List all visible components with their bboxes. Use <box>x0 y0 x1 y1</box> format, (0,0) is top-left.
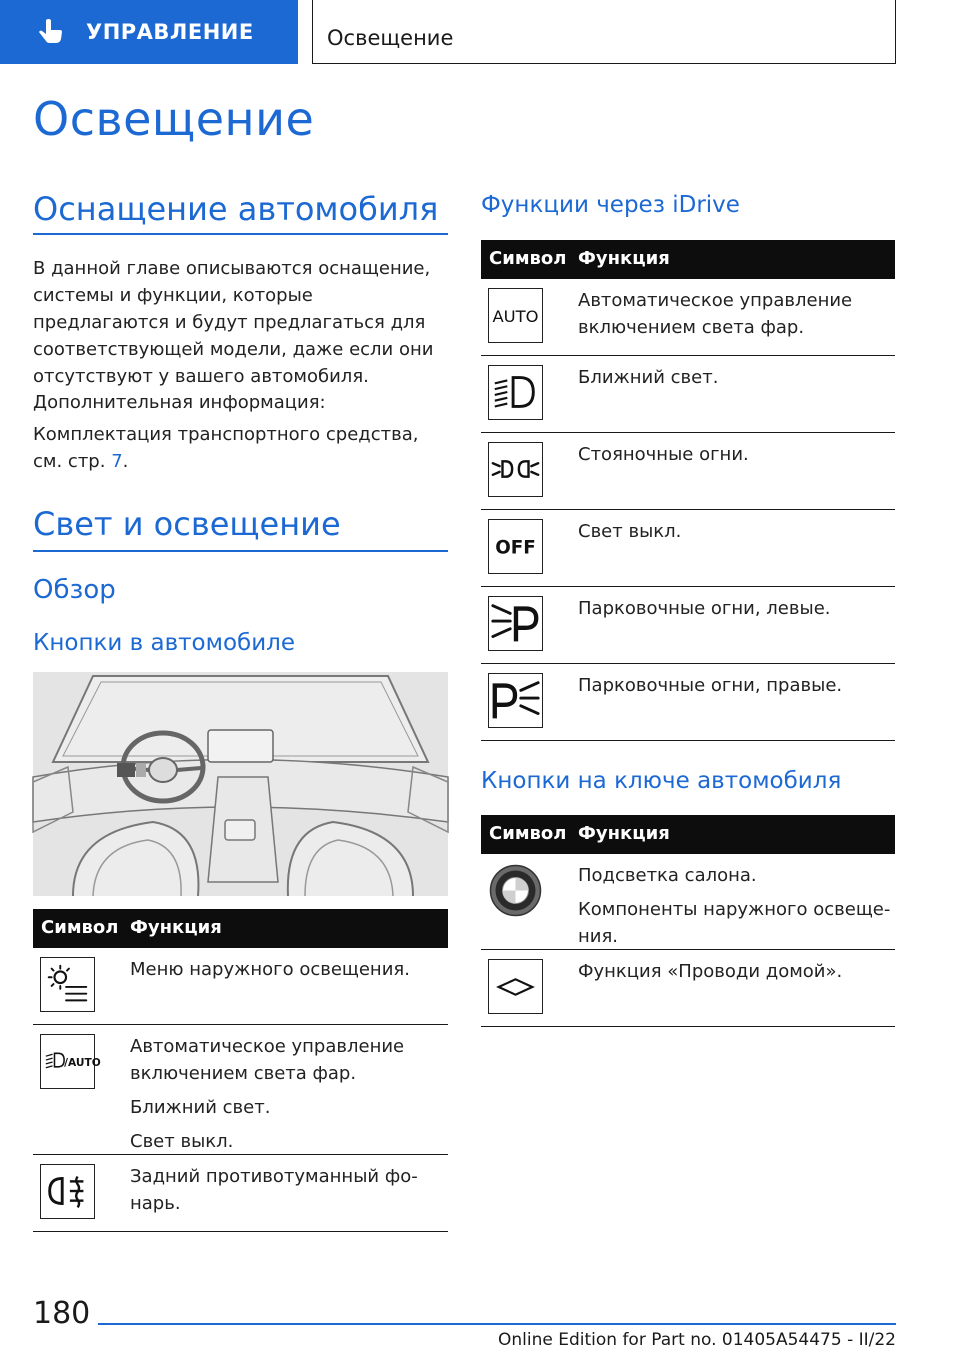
key-buttons-table <box>481 815 895 1027</box>
lowbeam-auto-icon <box>40 1034 101 1089</box>
car-buttons-table <box>33 909 448 1232</box>
edition-text: Online Edition for Part no. 01405A54475 - II/22 <box>497 1330 896 1350</box>
heading-light: Свет и освещение <box>33 505 341 543</box>
svg-text:/AUTO: /AUTO <box>64 1056 101 1069</box>
section-tab[interactable] <box>0 0 298 64</box>
ref-text: Комплектация транспортного средства, см. стр. <box>33 424 419 472</box>
footer-line <box>98 1323 896 1325</box>
function-text: Парковочные огни, правые. <box>578 675 843 696</box>
page-number: 180 <box>33 1296 91 1331</box>
follow-me-home-button-icon <box>488 959 543 1014</box>
function-text: Автоматическое управление включением света фар. Ближний свет. Свет выкл. <box>130 1036 405 1152</box>
table-row <box>481 510 895 587</box>
topic-title: Освещение <box>327 26 454 50</box>
table-header <box>33 909 448 948</box>
heading-car-buttons: Кнопки в автомобиле <box>33 630 296 656</box>
svg-text:OFF: OFF <box>495 537 536 559</box>
column-function: Функция <box>130 917 222 938</box>
table-row <box>481 587 895 664</box>
ref-end: . <box>122 451 129 472</box>
vehicle-equipment-ref <box>33 421 449 475</box>
topic-header <box>312 0 896 64</box>
heading-overview: Обзор <box>33 575 116 605</box>
hand-pointer-icon <box>34 18 64 48</box>
function-text: Парковочные огни, левые. <box>578 598 831 619</box>
table-row <box>33 1155 448 1232</box>
heading-idrive: Функции через iDrive <box>481 192 740 218</box>
table-row <box>481 950 895 1027</box>
function-text: Автоматическое управление включением света фар. <box>578 290 853 338</box>
column-function: Функция <box>578 823 670 844</box>
parking-light-left-icon <box>488 596 543 651</box>
table-header <box>481 240 895 279</box>
function-text: Задний противотуманный фонарь. <box>130 1166 418 1214</box>
function-text: Меню наружного освещения. <box>130 959 410 980</box>
bmw-logo-button-icon <box>488 863 543 918</box>
table-row <box>481 279 895 356</box>
svg-text:AUTO: AUTO <box>492 306 539 326</box>
table-row <box>481 854 895 950</box>
table-row <box>481 356 895 433</box>
function-text: Стояночные огни. <box>578 444 749 465</box>
column-symbol: Символ <box>489 248 567 269</box>
exterior-lighting-menu-icon <box>40 957 95 1012</box>
auto-icon <box>488 288 543 343</box>
heading-equipment: Оснащение автомобиля <box>33 190 439 228</box>
additional-info: Дополнительная информация: <box>33 392 326 413</box>
table-row <box>33 1025 448 1155</box>
heading-key-buttons: Кнопки на ключе автомобиля <box>481 768 842 794</box>
function-text: Подсветка салона. Компоненты наружного освещения. <box>578 865 891 947</box>
column-symbol: Символ <box>489 823 567 844</box>
car-interior-illustration <box>33 672 448 896</box>
function-text: Свет выкл. <box>578 521 682 542</box>
car-interior-drawing <box>33 672 448 896</box>
heading-underline <box>33 550 448 552</box>
parking-light-right-icon <box>488 673 543 728</box>
parking-lights-icon <box>488 442 543 497</box>
equipment-paragraph: В данной главе описываются оснащение, системы и функции, которые предлагаются и будут предлагаться для соответствующей модели, даже если они отсутствуют у вашего автомобиля. <box>33 258 434 387</box>
table-header <box>481 815 895 854</box>
rear-fog-light-icon <box>40 1164 95 1219</box>
table-row <box>33 948 448 1025</box>
low-beam-icon <box>488 365 543 420</box>
table-row <box>481 433 895 510</box>
heading-underline <box>33 233 448 235</box>
table-row <box>481 664 895 741</box>
function-text: Ближний свет. <box>578 367 719 388</box>
column-symbol: Символ <box>41 917 119 938</box>
page-title: Освещение <box>33 92 315 146</box>
idrive-table <box>481 240 895 741</box>
off-icon <box>488 519 543 574</box>
section-title: УПРАВЛЕНИЕ <box>86 20 254 44</box>
page-link[interactable]: 7 <box>111 451 123 472</box>
function-text: Функция «Проводи домой». <box>578 961 843 982</box>
column-function: Функция <box>578 248 670 269</box>
